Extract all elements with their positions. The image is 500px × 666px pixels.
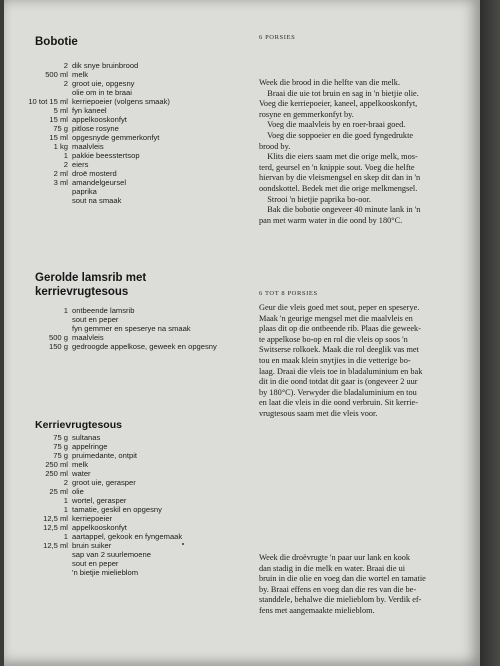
ingredient-row <box>32 451 262 460</box>
ingredient-row <box>32 315 262 324</box>
method-line: Bak die bobotie ongeveer 40 minute lank in 'n <box>259 205 421 215</box>
method-line: fens met aangemaakte mielieblom. <box>259 605 375 615</box>
method-line: terd, geursel en 'n knippie sout. Voeg die helfte <box>259 162 415 172</box>
recipe-title-lamsrib <box>35 271 146 299</box>
ingredient-name: kerriepoeier <box>72 514 113 523</box>
ingredient-name: fyn kaneel <box>72 106 107 115</box>
ingredient-row <box>32 151 262 160</box>
method-line: laag. Draai die vleis toe in bladaluminium en bak <box>259 366 423 376</box>
method-line: Klits die eiers saam met die orige melk, mos- <box>259 152 418 162</box>
ingredient-row <box>32 333 262 342</box>
ingredient-name: melk <box>72 70 89 79</box>
ingredient-name: tamatie, geskil en opgesny <box>72 505 162 514</box>
method-line: en laat die vleis in die oond verbruin. Sit kerrie- <box>259 398 418 408</box>
method-line: Maak 'n geurige mengsel met die maalvleis en <box>259 313 413 323</box>
ingredient-name: kerriepoeier (volgens smaak) <box>72 97 170 106</box>
ingredient-quantity: 15 ml <box>49 115 68 124</box>
ingredient-quantity: 2 <box>63 478 68 487</box>
ingredient-name: olie om in te braai <box>72 88 132 97</box>
method-line: brood by. <box>259 141 291 151</box>
page-edge-shadow <box>480 0 500 666</box>
ingredient-row <box>32 124 262 133</box>
ingredient-list-lamsrib <box>32 306 262 351</box>
method-line: Week die droëvrugte 'n paar uur lank en kook <box>259 553 411 562</box>
method-line: tou en maak klein snytjies in die vetterige bo- <box>259 355 411 365</box>
ingredient-name: sout na smaak <box>72 196 122 205</box>
ingredient-quantity: 75 g <box>53 451 68 460</box>
ingredient-row <box>32 433 262 442</box>
ingredient-quantity: 5 ml <box>53 106 68 115</box>
method-line: Voeg die soppoeier en die goed fyngedrukte <box>259 130 414 140</box>
ingredient-name: sout en peper <box>72 559 119 568</box>
ingredient-row <box>32 342 262 351</box>
cookbook-page <box>4 0 480 666</box>
ingredient-name: water <box>72 469 91 478</box>
ingredient-quantity: 75 g <box>53 433 68 442</box>
ingredient-row <box>32 487 262 496</box>
ingredient-quantity: 150 g <box>48 342 68 351</box>
ingredient-row <box>32 142 262 151</box>
method-line: Voeg die maalvleis by en roer-braai goed. <box>259 120 406 130</box>
ingredient-row <box>32 478 262 487</box>
ingredient-name: groot uie, gerasper <box>72 478 136 487</box>
ingredient-quantity: 500 g <box>48 333 68 342</box>
method-line: rosyne en gemmerkonfyt by. <box>259 109 354 119</box>
method-line: Week die brood in die helfte van die melk. <box>259 78 401 87</box>
ingredient-name: pakkie beesstertsop <box>72 151 140 160</box>
ingredient-name: 'n bietjie mielieblom <box>72 568 139 577</box>
method-line: pan met warm water in die oond by 180°C. <box>259 215 403 225</box>
ingredient-row <box>32 187 262 196</box>
ingredient-quantity: 10 tot 15 ml <box>28 97 68 106</box>
ingredient-row <box>32 133 262 142</box>
ingredient-name: dik snye bruinbrood <box>72 61 139 70</box>
ingredient-row <box>32 196 262 205</box>
ingredient-name: maalvleis <box>72 142 104 151</box>
method-line: Geur die vleis goed met sout, peper en speserye. <box>259 303 420 312</box>
method-lamsrib <box>259 303 422 420</box>
method-kerrievrugtesous <box>259 553 426 617</box>
ingredient-quantity: 2 <box>63 79 68 88</box>
ingredient-quantity: 1 <box>63 505 68 514</box>
ingredient-quantity: 1 <box>63 532 68 541</box>
ingredient-row <box>32 496 262 505</box>
ingredient-name: appelkooskonfyt <box>72 523 127 532</box>
ingredient-row <box>32 324 262 333</box>
ingredient-row <box>32 115 262 124</box>
ingredient-row <box>32 469 262 478</box>
ink-speck <box>182 543 184 545</box>
recipe-title-line: kerrievrugtesous <box>35 286 129 298</box>
ingredient-row <box>32 70 262 79</box>
ingredient-list-bobotie <box>28 61 262 205</box>
method-line: te appelkose bo-op en rol die vleis op soos 'n <box>259 334 408 344</box>
ingredient-name: opgesnyde gemmerkonfyt <box>72 133 160 142</box>
ingredient-row <box>32 514 262 523</box>
method-line: Strooi 'n bietjie paprika bo-oor. <box>259 194 371 204</box>
method-line: vrugtesous saam met die vleis voor. <box>259 408 378 418</box>
ingredient-row <box>32 541 262 550</box>
ingredient-row <box>32 169 262 178</box>
recipe-title-line: Gerolde lamsrib met <box>35 272 147 284</box>
ingredient-name: pruimedante, ontpit <box>72 451 138 460</box>
recipe-title-bobotie: Bobotie <box>35 36 78 48</box>
ingredient-name: aartappel, gekook en fyngemaak <box>72 532 183 541</box>
ingredient-quantity: 1 <box>63 496 68 505</box>
portions-bobotie: 6 PORSIES <box>259 34 296 41</box>
ingredient-name: eiers <box>72 160 89 169</box>
ingredient-name: amandelgeursel <box>72 178 127 187</box>
ingredient-row <box>32 532 262 541</box>
ingredient-quantity: 75 g <box>53 124 68 133</box>
ingredient-row <box>32 523 262 532</box>
ingredient-quantity: 1 <box>63 151 68 160</box>
ingredient-row <box>32 106 262 115</box>
ingredient-quantity: 3 ml <box>53 178 68 187</box>
ingredient-quantity: 75 g <box>53 442 68 451</box>
method-line: Switserse rolkoek. Maak die rol deeglik vas met <box>259 345 419 355</box>
ingredient-list-kerrievrugtesous <box>32 433 262 577</box>
ingredient-name: groot uie, opgesny <box>72 79 135 88</box>
ingredient-row <box>32 160 262 169</box>
ingredient-quantity: 12,5 ml <box>43 523 68 532</box>
ingredient-quantity: 25 ml <box>49 487 68 496</box>
ingredient-name: maalvleis <box>72 333 104 342</box>
ingredient-quantity: 1 kg <box>53 142 68 151</box>
method-line: Voeg die kerriepoeier, kaneel, appelkooskonfyt, <box>259 99 418 109</box>
ingredient-row <box>32 460 262 469</box>
ingredient-name: appelkooskonfyt <box>72 115 127 124</box>
ingredient-row <box>32 61 262 70</box>
ingredient-row <box>32 550 262 559</box>
ingredient-quantity: 250 ml <box>45 460 68 469</box>
recipe-title-kerrievrugtesous: Kerrievrugtesous <box>35 419 122 431</box>
ingredient-quantity: 12,5 ml <box>43 541 68 550</box>
ingredient-name: sap van 2 suurlemoene <box>72 550 151 559</box>
method-line: dan stadig in die melk en water. Braai die ui <box>259 563 406 573</box>
ingredient-name: wortel, gerasper <box>72 496 127 505</box>
method-bobotie <box>259 78 420 226</box>
method-line: hiervan by die vleismengsel en skep dit dan in 'n <box>259 173 421 183</box>
ingredient-quantity: 15 ml <box>49 133 68 142</box>
method-line: plaas dit op die ontbeende rib. Plaas die geweek- <box>259 324 421 334</box>
ingredient-quantity: 2 <box>63 61 68 70</box>
ingredient-name: droë mosterd <box>72 169 117 178</box>
ingredient-name: gedroogde appelkose, geweek en opgesny <box>72 342 217 351</box>
method-line: dit in die oond totdat dit gaar is (ongeveer 2 uur <box>259 377 418 387</box>
ingredient-row <box>32 568 262 577</box>
ingredient-name: pitlose rosyne <box>72 124 119 133</box>
method-line: by 180°C). Verwyder die bladaluminium en tou <box>259 387 417 397</box>
ingredient-quantity: 1 <box>63 306 68 315</box>
method-line: by. Braai effens en voeg dan die res van die be- <box>259 584 417 594</box>
ingredient-row <box>32 559 262 568</box>
ingredient-name: paprika <box>72 187 97 196</box>
method-line: standdele, behalwe die mielieblom by. Verdik ef- <box>259 595 422 605</box>
ingredient-name: sout en peper <box>72 315 119 324</box>
method-line: bruin in die olie en voeg dan die wortel en tamatie <box>259 574 426 584</box>
ingredient-quantity: 250 ml <box>45 469 68 478</box>
ingredient-row <box>32 306 262 315</box>
method-line: oondskottel. Bedek met die orige melkmengsel. <box>259 183 418 193</box>
ingredient-quantity: 12,5 ml <box>43 514 68 523</box>
ingredient-row <box>32 88 262 97</box>
ingredient-name: olie <box>72 487 84 496</box>
ingredient-name: appelringe <box>72 442 108 451</box>
ingredient-row <box>32 505 262 514</box>
ingredient-row <box>32 178 262 187</box>
ingredient-quantity: 500 ml <box>45 70 68 79</box>
ingredient-row <box>32 79 262 88</box>
ingredient-row <box>28 97 262 106</box>
ingredient-name: sultanas <box>72 433 101 442</box>
ingredient-quantity: 2 ml <box>53 169 68 178</box>
ingredient-row <box>32 442 262 451</box>
portions-lamsrib: 6 TOT 8 PORSIES <box>259 290 318 297</box>
method-line: Braai die uie tot bruin en sag in 'n bietjie olie. <box>259 88 419 98</box>
ingredient-name: bruin suiker <box>72 541 112 550</box>
ingredient-quantity: 2 <box>63 160 68 169</box>
ingredient-name: fyn gemmer en speserye na smaak <box>72 324 191 333</box>
ingredient-name: melk <box>72 460 89 469</box>
ingredient-name: ontbeende lamsrib <box>72 306 135 315</box>
